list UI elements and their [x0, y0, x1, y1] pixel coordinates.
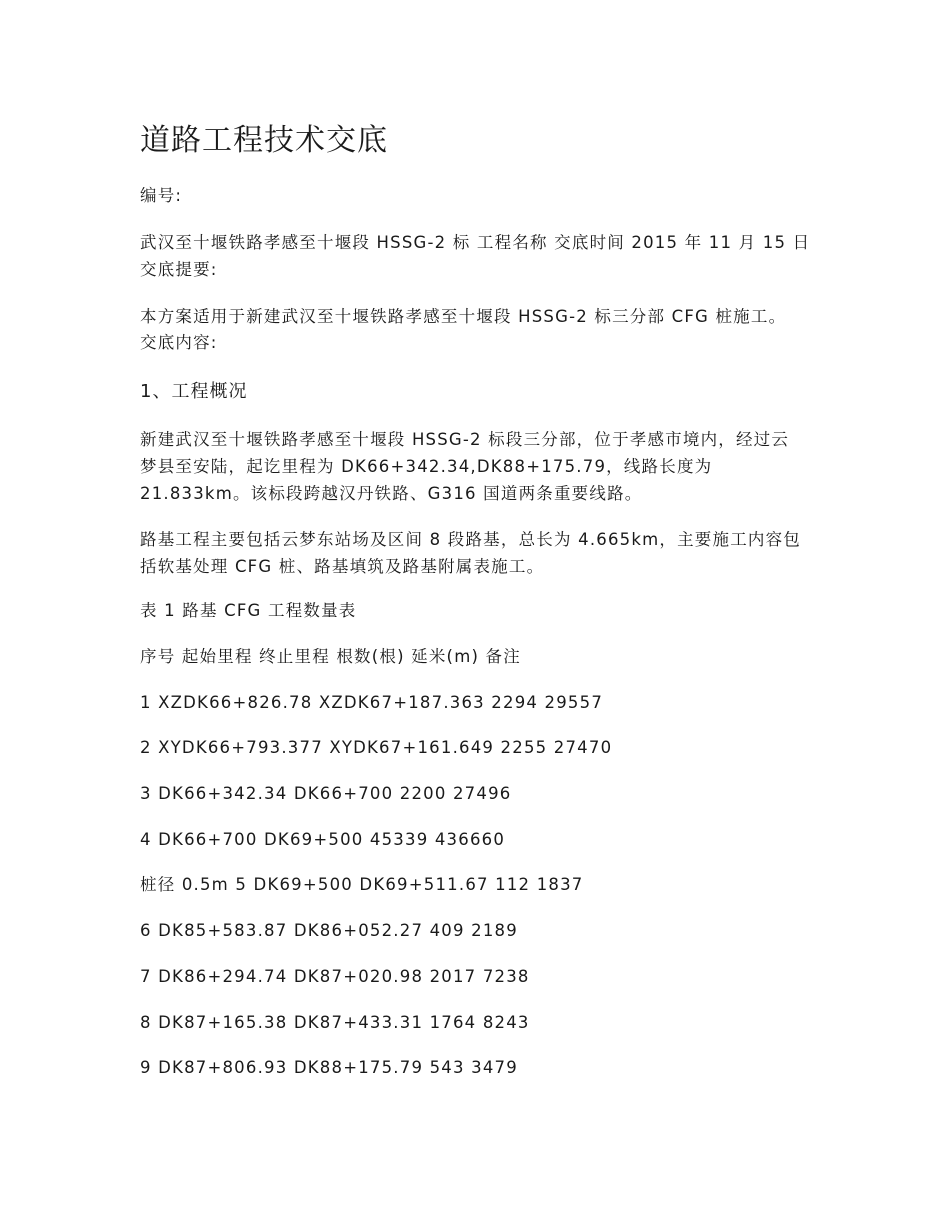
subgrade-paragraph: [140, 526, 812, 580]
overview-paragraph: [140, 426, 812, 507]
table-row: 3 DK66+342.34 DK66+700 2200 27496: [140, 784, 512, 803]
section-heading: 1、工程概况: [140, 381, 248, 402]
table-row: 6 DK85+583.87 DK86+052.27 409 2189: [140, 921, 518, 940]
paragraph-line: 梦县至安陆，起讫里程为 DK66+342.34,DK88+175.79，线路长度为: [140, 457, 713, 476]
table-header: 序号 起始里程 终止里程 根数(根) 延米(m) 备注: [140, 647, 521, 666]
table-row: 8 DK87+165.38 DK87+433.31 1764 8243: [140, 1013, 530, 1032]
table-row: 桩径 0.5m 5 DK69+500 DK69+511.67 112 1837: [140, 875, 584, 894]
table-caption: 表 1 路基 CFG 工程数量表: [140, 601, 357, 620]
paragraph-line: 括软基处理 CFG 桩、路基填筑及路基附属表施工。: [140, 557, 545, 576]
table-row: 7 DK86+294.74 DK87+020.98 2017 7238: [140, 967, 530, 986]
number-label: 编号:: [140, 186, 183, 205]
paragraph-line: 21.833km。该标段跨越汉丹铁路、G316 国道两条重要线路。: [140, 484, 643, 503]
paragraph-line: 路基工程主要包括云梦东站场及区间 8 段路基，总长为 4.665km，主要施工内容包: [140, 530, 801, 549]
summary-text: 本方案适用于新建武汉至十堰铁路孝感至十堰段 HSSG-2 标三分部 CFG 桩施工。: [140, 307, 787, 326]
summary-label: 交底提要:: [140, 260, 218, 279]
content-label: 交底内容:: [140, 333, 218, 352]
header-line: 武汉至十堰铁路孝感至十堰段 HSSG-2 标 工程名称 交底时间 2015 年 11 月 15 日: [140, 233, 811, 252]
paragraph-line: 新建武汉至十堰铁路孝感至十堰段 HSSG-2 标段三分部，位于孝感市境内，经过云: [140, 430, 790, 449]
document-title: 道路工程技术交底: [140, 123, 388, 158]
table-row: 1 XZDK66+826.78 XZDK67+187.363 2294 29557: [140, 693, 604, 712]
table-row: 4 DK66+700 DK69+500 45339 436660: [140, 830, 506, 849]
table-row: 9 DK87+806.93 DK88+175.79 543 3479: [140, 1058, 518, 1077]
table-row: 2 XYDK66+793.377 XYDK67+161.649 2255 27470: [140, 738, 613, 757]
